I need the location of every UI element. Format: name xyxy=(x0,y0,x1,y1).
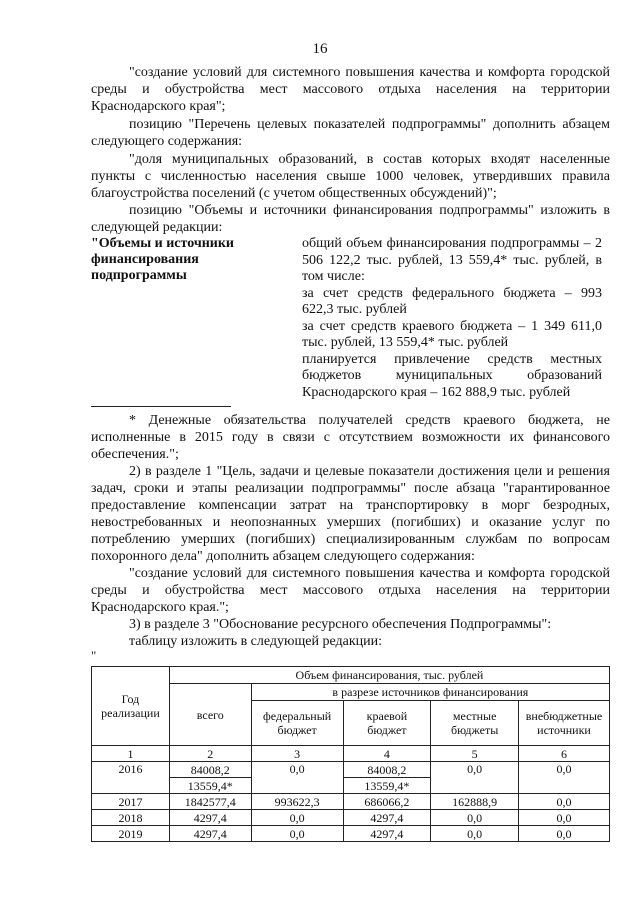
paragraph-8: таблицу изложить в следующей редакции: xyxy=(129,634,383,649)
block-line-federal: за счет средств федерального бюджета – 993 622,3 тыс. рублей xyxy=(302,285,602,317)
block-line-regional: за счет средств краевого бюджета – 1 349 611,0 тыс. рублей, 13 559,4* тыс. рублей xyxy=(302,318,602,350)
cell-extra: 0,0 xyxy=(519,826,610,842)
paragraph-6: "создание условий для системного повышения качества и комфорта городской среды и обустройства мест массового отдыха населения на территории Краснодарского края."; xyxy=(91,566,610,615)
page-number: 16 xyxy=(312,41,328,57)
table-row xyxy=(92,794,610,810)
financing-table xyxy=(91,666,610,842)
header-total: всего xyxy=(169,684,251,746)
quote-mark: " xyxy=(91,648,97,663)
cell-federal: 0,0 xyxy=(251,826,343,842)
header-extra: внебюджетные источники xyxy=(519,701,610,746)
paragraph-7: 3) в разделе 3 "Обоснование ресурсного обеспечения Подпрограммы": xyxy=(129,617,552,632)
cell-total: 1842577,4 xyxy=(169,794,251,810)
table-row xyxy=(92,810,610,826)
footnote-divider xyxy=(91,406,231,407)
cell-federal: 0,0 xyxy=(251,762,343,794)
col-number: 4 xyxy=(343,746,431,762)
header-sources: в разрезе источников финансирования xyxy=(251,684,609,701)
col-number: 5 xyxy=(431,746,519,762)
cell-year: 2019 xyxy=(92,826,170,842)
cell-extra: 0,0 xyxy=(519,762,610,794)
block-line-total: общий объем финансирования подпрограммы – 2 506 122,2 тыс. рублей, 13 559,4* тыс. рублей, в том числе: xyxy=(302,236,602,284)
cell-regional: 4297,4 xyxy=(343,826,431,842)
paragraph-4: позицию "Объемы и источники финансирования подпрограммы" изложить в следующей редакции: xyxy=(91,203,610,235)
cell-year: 2018 xyxy=(92,810,170,826)
paragraph-3: "доля муниципальных образований, в состав которых входят населенные пункты с численностью населения свыше 1000 человек, утвердивших правила благоустройства поселений (с учетом общественных обсуждений)"; xyxy=(91,152,610,201)
footnote: * Денежные обязательства получателей средств краевого бюджета, не исполненные в 2015 году в связи с отсутствием возможности их финансового обеспечения."; xyxy=(91,413,610,462)
cell-local: 0,0 xyxy=(431,810,519,826)
col-number: 6 xyxy=(519,746,610,762)
cell-total: 84008,2 xyxy=(169,762,251,778)
cell-total: 4297,4 xyxy=(169,826,251,842)
cell-regional: 686066,2 xyxy=(343,794,431,810)
cell-total: 13559,4* xyxy=(169,778,251,794)
block-title: "Объемы и источники финансирования подпрограммы xyxy=(91,236,234,283)
cell-year: 2017 xyxy=(92,794,170,810)
cell-local: 0,0 xyxy=(431,762,519,794)
paragraph-5: 2) в разделе 1 "Цель, задачи и целевые показатели достижения цели и решения задач, сроки и этапы реализации подпрограммы" после абзаца "гарантированное предоставление компенсации затрат на транспортировку в морг безродных, невостребованных и неопознанных умерших (погибших) и оказание услуг по потреблению умерших (погибших) специализированным службам по вопросам похоронного дела" дополнить абзацем следующего содержания: xyxy=(91,464,610,564)
cell-regional: 13559,4* xyxy=(343,778,431,794)
table-row-numbers xyxy=(92,746,610,762)
cell-regional: 4297,4 xyxy=(343,810,431,826)
block-content xyxy=(302,236,602,401)
block-line-local: планируется привлечение средств местных бюджетов муниципальных образований Краснодарского края – 162 888,9 тыс. рублей xyxy=(302,351,602,400)
paragraph-1: "создание условий для системного повышения качества и комфорта городской среды и обустройства мест массового отдыха населения на территории Краснодарского края"; xyxy=(91,65,610,114)
cell-federal: 993622,3 xyxy=(251,794,343,810)
cell-local: 0,0 xyxy=(431,826,519,842)
col-number: 3 xyxy=(251,746,343,762)
col-number: 1 xyxy=(92,746,170,762)
table-row xyxy=(92,762,610,778)
cell-extra: 0,0 xyxy=(519,810,610,826)
cell-extra: 0,0 xyxy=(519,794,610,810)
cell-year: 2016 xyxy=(92,762,170,794)
table-row xyxy=(92,826,610,842)
header-volume: Объем финансирования, тыс. рублей xyxy=(169,667,609,684)
cell-local: 162888,9 xyxy=(431,794,519,810)
header-federal: федеральный бюджет xyxy=(251,701,343,746)
header-year: Год реализации xyxy=(92,667,170,746)
cell-total: 4297,4 xyxy=(169,810,251,826)
col-number: 2 xyxy=(169,746,251,762)
paragraph-2: позицию "Перечень целевых показателей подпрограммы" дополнить абзацем следующего содержания: xyxy=(91,117,610,149)
header-local: местные бюджеты xyxy=(431,701,519,746)
cell-regional: 84008,2 xyxy=(343,762,431,778)
header-regional: краевой бюджет xyxy=(343,701,431,746)
cell-federal: 0,0 xyxy=(251,810,343,826)
